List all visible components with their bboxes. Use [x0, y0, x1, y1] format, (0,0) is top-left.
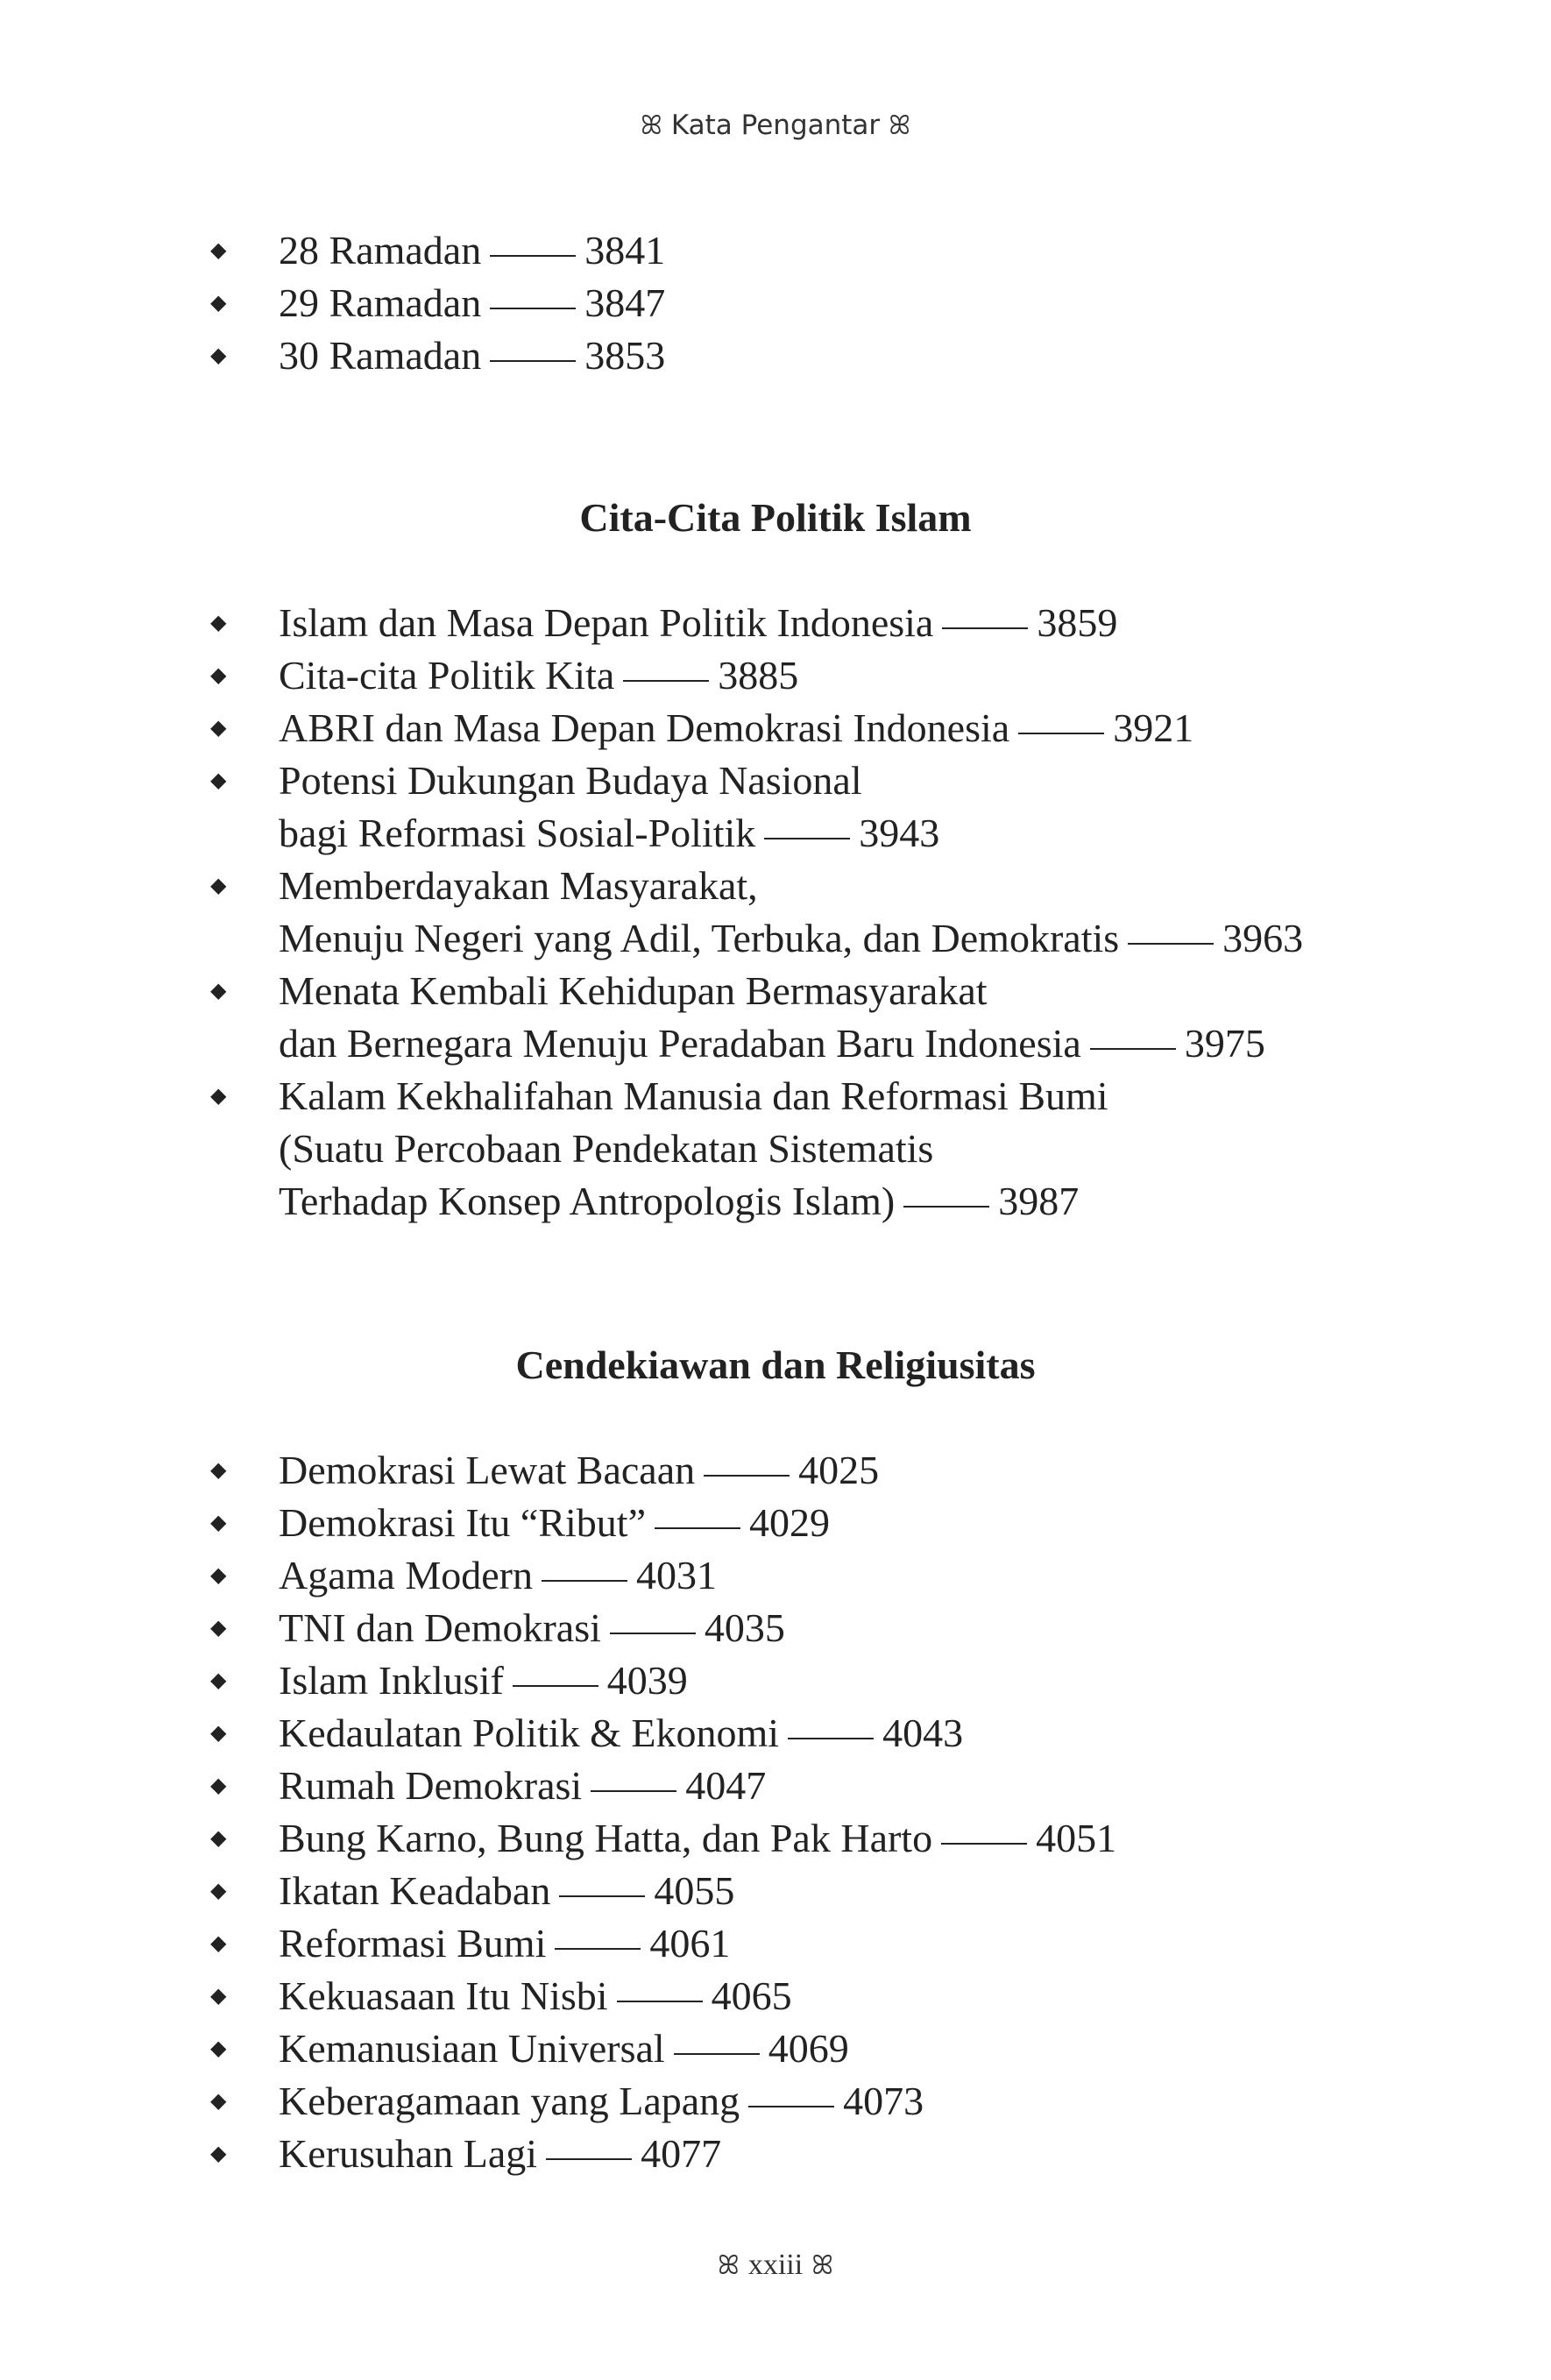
ornament-left-icon: ꕤ	[640, 110, 662, 141]
toc-entry-title: 30 Ramadan	[279, 333, 482, 378]
em-dash-leader	[490, 308, 576, 309]
em-dash-leader	[941, 1843, 1027, 1845]
toc-entry-title: Islam Inklusif	[279, 1658, 504, 1703]
em-dash-leader	[764, 838, 850, 839]
diamond-bullet-icon: ◆	[210, 1722, 227, 1745]
toc-entry-line	[279, 1017, 1551, 1070]
toc-page-number: 3963	[1222, 916, 1304, 960]
toc-page-number: 3885	[718, 653, 799, 698]
toc-page-number: 4029	[749, 1500, 831, 1545]
toc-page-number: 4055	[654, 1868, 735, 1913]
toc-entry	[0, 1497, 1551, 1549]
em-dash-leader	[1018, 733, 1104, 734]
diamond-bullet-icon: ◆	[210, 769, 227, 792]
diamond-bullet-icon: ◆	[210, 1564, 227, 1587]
em-dash-leader	[1090, 1048, 1176, 1050]
em-dash-leader	[704, 1475, 790, 1477]
toc-entry	[0, 1707, 1551, 1760]
toc-page-number: 3859	[1037, 600, 1118, 645]
toc-entry	[0, 1070, 1551, 1228]
em-dash-leader	[655, 1527, 740, 1529]
toc-entry	[0, 754, 1551, 860]
toc-entry	[0, 1444, 1551, 1497]
toc-entry-line	[279, 1602, 1551, 1654]
em-dash-leader	[513, 1685, 598, 1687]
toc-entry-line	[279, 702, 1551, 754]
em-dash-leader	[903, 1206, 989, 1208]
toc-entry-line	[279, 754, 1551, 807]
diamond-bullet-icon: ◆	[210, 1669, 227, 1692]
em-dash-leader	[490, 360, 576, 362]
em-dash-leader	[1128, 943, 1214, 945]
toc-entry-line	[279, 1549, 1551, 1602]
toc-entry-title: Kedaulatan Politik & Ekonomi	[279, 1711, 780, 1755]
toc-entry-title: TNI dan Demokrasi	[279, 1605, 601, 1650]
diamond-bullet-icon: ◆	[210, 2090, 227, 2113]
running-head	[0, 112, 1551, 139]
toc-entry	[0, 1760, 1551, 1812]
toc-section-ramadan	[0, 224, 1551, 382]
toc-entry-title: Terhadap Konsep Antropologis Islam)	[279, 1179, 896, 1223]
toc-entry-line	[279, 912, 1551, 965]
toc-page-number: 3841	[584, 228, 666, 273]
toc-entry-title: Kalam Kekhalifahan Manusia dan Reformasi Bumi	[279, 1073, 1108, 1118]
toc-entry-line	[279, 965, 1551, 1017]
toc-page-number: 4061	[649, 1921, 731, 1966]
toc-entry-title: (Suatu Percobaan Pendekatan Sistematis	[279, 1126, 934, 1171]
toc-page-number: 3975	[1184, 1021, 1265, 1066]
em-dash-leader	[559, 1895, 645, 1897]
toc-page-number: 4065	[711, 1973, 792, 2018]
toc-page-number: 4051	[1036, 1816, 1117, 1860]
diamond-bullet-icon: ◆	[210, 1085, 227, 1108]
diamond-bullet-icon: ◆	[210, 980, 227, 1002]
em-dash-leader	[674, 2053, 760, 2055]
em-dash-leader	[748, 2106, 834, 2107]
toc-page-number: 3943	[859, 811, 940, 855]
diamond-bullet-icon: ◆	[210, 664, 227, 687]
toc-entry-title: Menuju Negeri yang Adil, Terbuka, dan Demokratis	[279, 916, 1120, 960]
toc-entry-line	[279, 597, 1551, 649]
toc-entry-title: ABRI dan Masa Depan Demokrasi Indonesia	[279, 705, 1010, 750]
toc-entry-line	[279, 1497, 1551, 1549]
toc-entry-line	[279, 1654, 1551, 1707]
section-heading: Cendekiawan dan Religiusitas	[515, 1342, 1036, 1387]
toc-entry-title: dan Bernegara Menuju Peradaban Baru Indonesia	[279, 1021, 1081, 1066]
em-dash-leader	[546, 2158, 632, 2160]
toc-entry-line	[279, 1123, 1551, 1175]
toc-entry-title: 29 Ramadan	[279, 280, 482, 325]
toc-entry-line	[279, 1760, 1551, 1812]
toc-page-number: 3987	[998, 1179, 1080, 1223]
diamond-bullet-icon: ◆	[210, 1827, 227, 1850]
diamond-bullet-icon: ◆	[210, 875, 227, 897]
em-dash-leader	[617, 2001, 703, 2002]
toc-page-number: 4039	[606, 1658, 688, 1703]
toc-entry	[0, 702, 1551, 754]
toc-page-number: 3853	[584, 333, 666, 378]
toc-entry-title: Demokrasi Lewat Bacaan	[279, 1448, 696, 1492]
toc-entry	[0, 2022, 1551, 2075]
em-dash-leader	[591, 1790, 676, 1792]
toc-entry-line	[279, 807, 1551, 860]
toc-entry-line	[279, 1970, 1551, 2022]
toc-section-cendekiawan-dan-religiusitas	[0, 1339, 1551, 2180]
toc-entry-title: Ikatan Keadaban	[279, 1868, 551, 1913]
ornament-right-icon: ꕤ	[889, 110, 911, 141]
toc-page-number: 4069	[768, 2026, 849, 2071]
diamond-bullet-icon: ◆	[210, 717, 227, 740]
diamond-bullet-icon: ◆	[210, 2143, 227, 2165]
toc-entry-title: Demokrasi Itu “Ribut”	[279, 1500, 647, 1545]
toc-page-number: 4073	[843, 2079, 924, 2123]
toc-entry	[0, 224, 1551, 277]
diamond-bullet-icon: ◆	[210, 1985, 227, 2008]
toc-entry	[0, 965, 1551, 1070]
toc-entry-title: Agama Modern	[279, 1553, 533, 1597]
toc-entry-title: Bung Karno, Bung Hatta, dan Pak Harto	[279, 1816, 933, 1860]
toc-list	[0, 1444, 1551, 2180]
toc-entry	[0, 277, 1551, 329]
em-dash-leader	[555, 1948, 641, 1950]
em-dash-leader	[942, 627, 1028, 629]
toc-entry-title: Menata Kembali Kehidupan Bermasyarakat	[279, 968, 988, 1013]
toc-entry	[0, 597, 1551, 649]
toc-page-number: 4035	[704, 1605, 785, 1650]
diamond-bullet-icon: ◆	[210, 239, 227, 262]
em-dash-leader	[610, 1633, 696, 1634]
toc-entry-line	[279, 1070, 1551, 1123]
toc-entry	[0, 1865, 1551, 1917]
toc-entry-line	[279, 277, 1551, 329]
toc-section-cita-cita-politik-islam	[0, 492, 1551, 1228]
diamond-bullet-icon: ◆	[210, 1774, 227, 1797]
diamond-bullet-icon: ◆	[210, 612, 227, 634]
toc-entry-line	[279, 1865, 1551, 1917]
toc-entry	[0, 1812, 1551, 1865]
toc-entry	[0, 2128, 1551, 2180]
toc-entry-title: Rumah Demokrasi	[279, 1763, 583, 1808]
toc-entry-title: Potensi Dukungan Budaya Nasional	[279, 758, 862, 803]
toc-entry	[0, 860, 1551, 965]
toc-entry	[0, 1654, 1551, 1707]
section-heading: Cita-Cita Politik Islam	[579, 495, 972, 540]
toc-entry-line	[279, 1707, 1551, 1760]
em-dash-leader	[490, 255, 576, 257]
toc-entry-title: Kerusuhan Lagi	[279, 2131, 538, 2176]
toc-entry-title: bagi Reformasi Sosial-Politik	[279, 811, 756, 855]
toc-page-number: 4077	[641, 2131, 722, 2176]
diamond-bullet-icon: ◆	[210, 1932, 227, 1955]
toc-entry-line	[279, 329, 1551, 382]
toc-entry	[0, 1970, 1551, 2022]
toc-page-number: 4043	[882, 1711, 964, 1755]
diamond-bullet-icon: ◆	[210, 292, 227, 315]
diamond-bullet-icon: ◆	[210, 2037, 227, 2060]
toc-entry-title: Reformasi Bumi	[279, 1921, 547, 1966]
page-number: xxiii	[747, 2249, 804, 2281]
toc-entry	[0, 1602, 1551, 1654]
toc-entry	[0, 649, 1551, 702]
page-footer	[0, 2250, 1551, 2280]
toc-entry-title: Memberdayakan Masyarakat,	[279, 863, 758, 908]
toc-entry-line	[279, 649, 1551, 702]
toc-entry-line	[279, 2128, 1551, 2180]
toc-entry-line	[279, 2075, 1551, 2128]
toc-entry-line	[279, 224, 1551, 277]
diamond-bullet-icon: ◆	[210, 344, 227, 367]
toc-entry-title: Islam dan Masa Depan Politik Indonesia	[279, 600, 934, 645]
diamond-bullet-icon: ◆	[210, 1880, 227, 1902]
toc-list	[0, 597, 1551, 1228]
ornament-right-icon: ꕤ	[811, 2250, 834, 2281]
toc-entry-line	[279, 2022, 1551, 2075]
toc-page-number: 3921	[1113, 705, 1194, 750]
em-dash-leader	[542, 1580, 627, 1582]
toc-entry	[0, 2075, 1551, 2128]
toc-page-number: 4031	[635, 1553, 717, 1597]
toc-entry-title: 28 Ramadan	[279, 228, 482, 273]
diamond-bullet-icon: ◆	[210, 1512, 227, 1534]
diamond-bullet-icon: ◆	[210, 1617, 227, 1640]
ornament-left-icon: ꕤ	[717, 2250, 740, 2281]
diamond-bullet-icon: ◆	[210, 1459, 227, 1482]
toc-entry	[0, 1917, 1551, 1970]
toc-entry-title: Cita-cita Politik Kita	[279, 653, 615, 698]
toc-entry-title: Keberagamaan yang Lapang	[279, 2079, 740, 2123]
toc-list	[0, 224, 1551, 382]
toc-page-number: 4047	[685, 1763, 767, 1808]
em-dash-leader	[623, 680, 709, 682]
toc-entry-line	[279, 1812, 1551, 1865]
toc-entry-title: Kemanusiaan Universal	[279, 2026, 665, 2071]
toc-entry-line	[279, 1917, 1551, 1970]
running-head-title: Kata Pengantar	[670, 110, 881, 141]
toc-entry	[0, 329, 1551, 382]
toc-entry-line	[279, 1175, 1551, 1228]
toc-entry-title: Kekuasaan Itu Nisbi	[279, 1973, 608, 2018]
toc-entry-line	[279, 1444, 1551, 1497]
toc-page-number: 3847	[584, 280, 666, 325]
em-dash-leader	[788, 1738, 874, 1739]
toc-entry	[0, 1549, 1551, 1602]
toc-page-number: 4025	[798, 1448, 880, 1492]
toc-entry-line	[279, 860, 1551, 912]
